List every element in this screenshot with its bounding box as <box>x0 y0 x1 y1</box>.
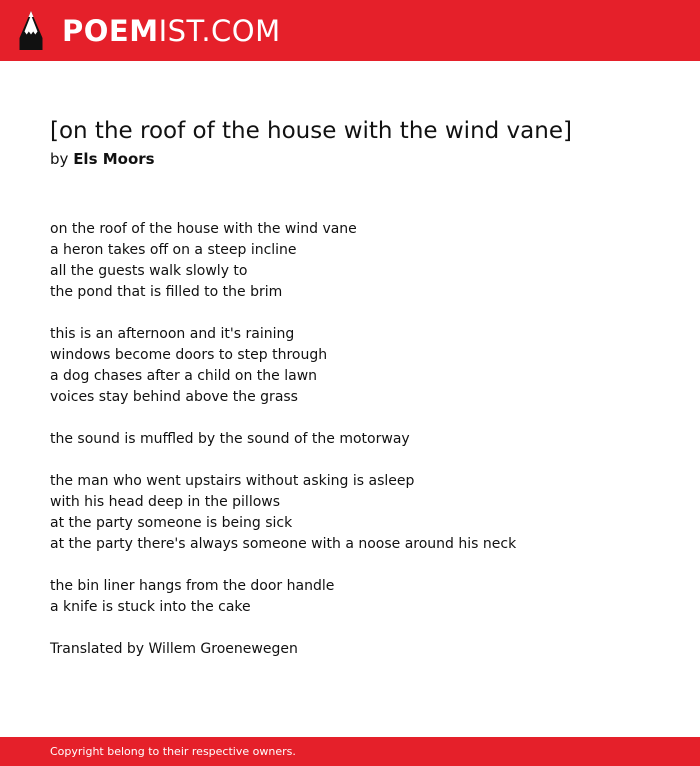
poem-line: at the party someone is being sick <box>50 515 293 531</box>
site-logo-wordmark <box>62 10 281 52</box>
poem-line: the pond that is filled to the brim <box>50 284 283 300</box>
logo-name-bold: POEM <box>62 14 159 48</box>
poem-byline <box>50 148 155 170</box>
poem-stanza-4 <box>50 471 670 555</box>
poem-line: the sound is muffled by the sound of the motorway <box>50 431 410 447</box>
byline-prefix: by <box>50 150 69 168</box>
poem-line: the man who went upstairs without asking is asleep <box>50 473 415 489</box>
poem-line: at the party there's always someone with a noose around his neck <box>50 536 517 552</box>
poem-stanza-1 <box>50 219 670 303</box>
poem-line: windows become doors to step through <box>50 347 328 363</box>
poem-line: on the roof of the house with the wind vane <box>50 221 357 237</box>
poem-line: this is an afternoon and it's raining <box>50 326 295 342</box>
logo-name-light: IST.COM <box>158 14 281 48</box>
site-logo-link[interactable] <box>18 10 281 52</box>
poem-line: the bin liner hangs from the door handle <box>50 578 335 594</box>
poem-line: all the guests walk slowly to <box>50 263 248 279</box>
poem-title: [on the roof of the house with the wind vane] <box>50 118 572 144</box>
poem-line: a knife is stuck into the cake <box>50 599 251 615</box>
site-footer <box>0 737 700 766</box>
poem-body <box>50 219 670 660</box>
pen-nib-icon <box>18 10 44 52</box>
poem-stanza-5 <box>50 576 670 618</box>
copyright-notice: Copyright belong to their respective owners. <box>50 745 296 758</box>
poem-line: a heron takes off on a steep incline <box>50 242 297 258</box>
poem-line: voices stay behind above the grass <box>50 389 298 405</box>
poem-line: with his head deep in the pillows <box>50 494 281 510</box>
site-header <box>0 0 700 61</box>
poem-line: a dog chases after a child on the lawn <box>50 368 318 384</box>
poem-stanza-3 <box>50 429 670 450</box>
poem-author: Els Moors <box>73 150 155 168</box>
translator-note: Translated by Willem Groenewegen <box>50 641 298 657</box>
poem-stanza-2 <box>50 324 670 408</box>
